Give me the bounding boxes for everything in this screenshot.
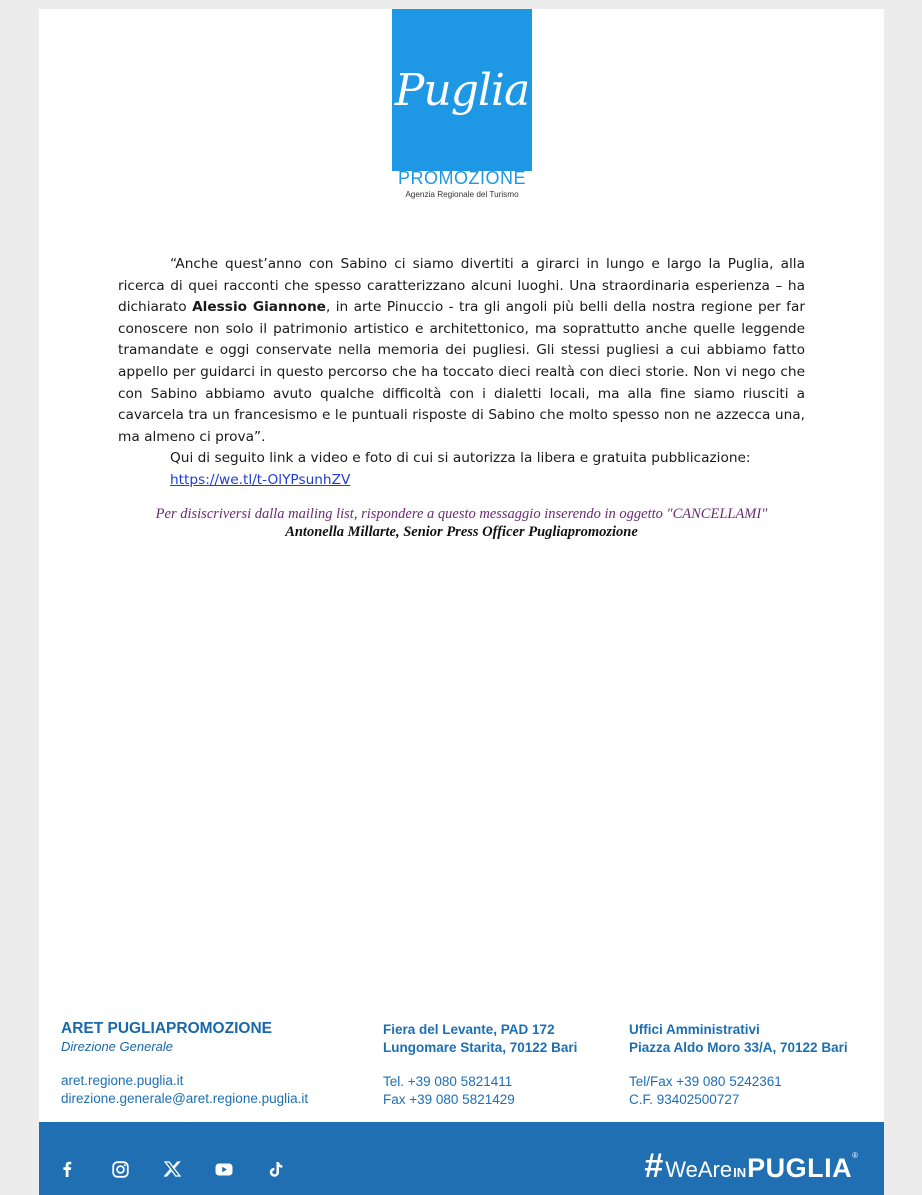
facebook-icon[interactable] [56, 1158, 78, 1180]
org-sub: Direzione Generale [61, 1039, 174, 1054]
logo [392, 9, 532, 171]
body-text [118, 254, 805, 492]
footer-org [61, 1020, 308, 1108]
paragraph-quote: “Anche quest’anno con Sabino ci siamo divertiti a girarci in lungo e largo la Puglia, alla ricerca di quei racconti che spesso caratterizzano alcuni luoghi. Una straordinaria esperienza – ha dichiarato Alessio Giannone, in arte Pinuccio - tra gli angoli più belli della nostra regione per far conoscere non solo il patrimonio artistico e architettonico, ma soprattutto anche quelle leggende tramandate e oggi conservate nella memoria dei pugliesi. Gli stessi pugliesi a cui abbiamo fatto appello per guidarci in questo percorso che ha toccato dieci realtà con dieci storie. Non vi nego che con Sabino abbiamo avuto qualche difficoltà con i dialetti locali, ma alla fine siamo riusciti a cavarcela tra un francesismo e le puntuali risposte di Sabino che molto spesso non ne azzecca una, ma almeno ci prova”. [118, 256, 805, 445]
tax-code: C.F. 93402500727 [629, 1092, 740, 1107]
logo-promozione: PROMOZIONE [397, 168, 526, 188]
website-link[interactable]: aret.regione.puglia.it [61, 1073, 184, 1088]
footer-address-2: Uffici Amministrativi Piazza Aldo Moro 33/A, 70122 Bari Tel/Fax +39 080 5242361 C.F. 93402500727 [629, 1022, 848, 1107]
footer-address-1: Fiera del Levante, PAD 172 Lungomare Starita, 70122 Bari Tel. +39 080 5821411 Fax +39 080 5821429 [383, 1022, 578, 1107]
paragraph-link-intro: Qui di seguito link a video e foto di cui si autorizza la libera e gratuita pubblicazione: https://we.tl/t-OlYPsunhZV [170, 450, 751, 488]
logo-agency: Agenzia Regionale del Turismo [405, 190, 519, 199]
speaker-name: Alessio Giannone [192, 299, 326, 316]
youtube-icon[interactable] [213, 1158, 235, 1180]
telfax: Tel/Fax +39 080 5242361 [629, 1074, 782, 1089]
org-name: ARET PUGLIAPROMOZIONE [61, 1020, 272, 1037]
we-are-in-puglia-logo: # WeAre IN PUGLIA ® [644, 1147, 858, 1185]
phone: Tel. +39 080 5821411 [383, 1074, 513, 1089]
footer-bar [39, 1122, 884, 1195]
signature: Antonella Millarte, Senior Press Officer Pugliapromozione [285, 524, 638, 540]
x-icon[interactable] [161, 1158, 183, 1180]
fax: Fax +39 080 5821429 [383, 1092, 515, 1107]
email-link[interactable]: direzione.generale@aret.regione.puglia.it [61, 1091, 309, 1106]
logo-script: Puglia [394, 65, 530, 116]
unsubscribe-notice: Per disiscriversi dalla mailing list, rispondere a questo messaggio inserendo in oggetto "CANCELLAMI" [155, 506, 768, 522]
document-page [39, 9, 884, 1195]
wetransfer-link[interactable]: https://we.tl/t-OlYPsunhZV [170, 471, 351, 488]
instagram-icon[interactable] [109, 1158, 131, 1180]
tiktok-icon[interactable] [264, 1158, 286, 1180]
